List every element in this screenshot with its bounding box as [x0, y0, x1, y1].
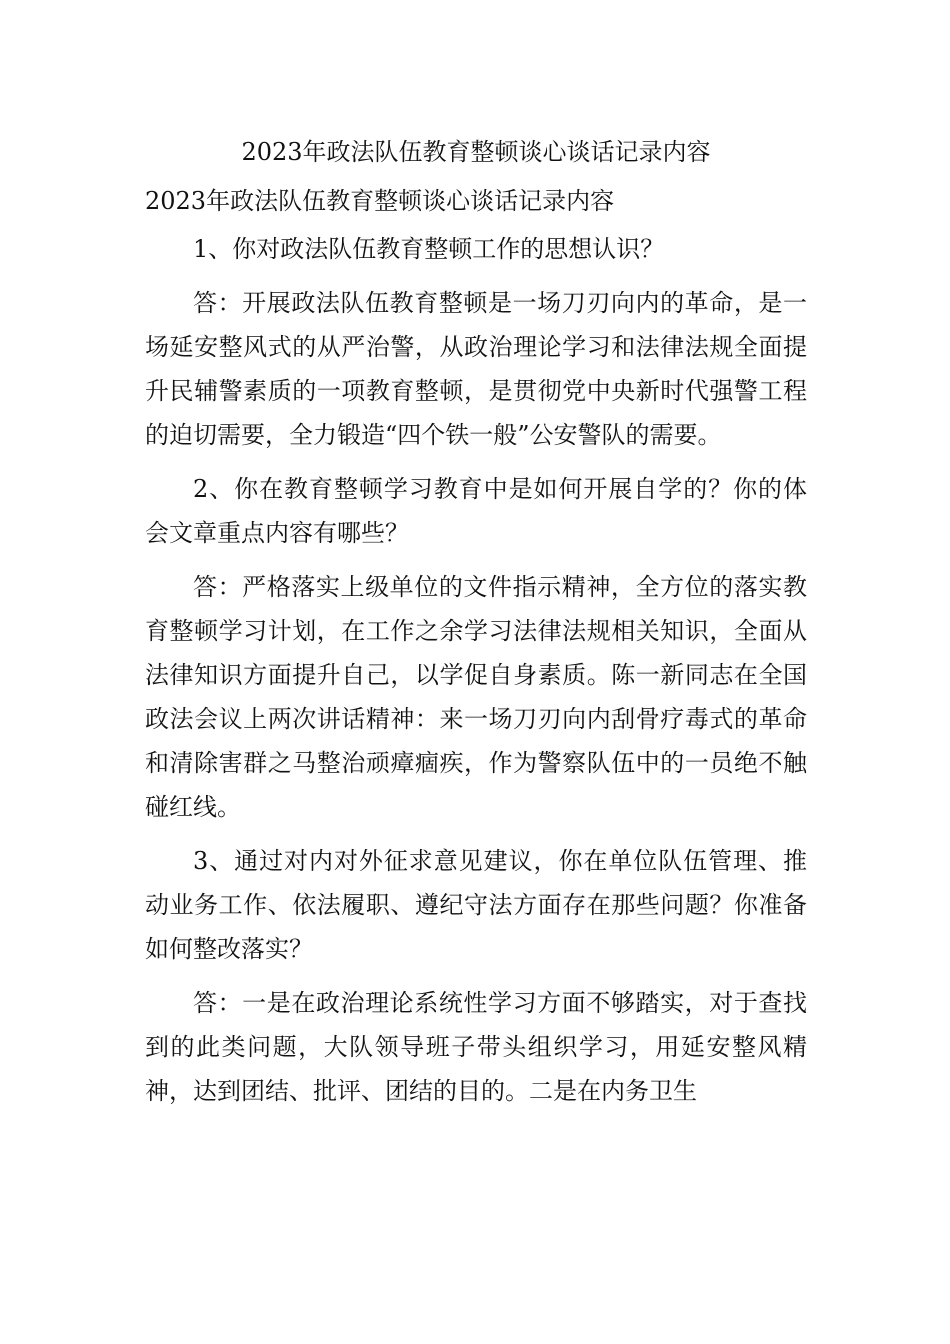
answer-2: 答：严格落实上级单位的文件指示精神，全方位的落实教育整顿学习计划，在工作之余学习法律法规相关知识，全面从法律知识方面提升自己，以学促自身素质。陈一新同志在全国政法会议上两次讲话精神：来一场刀刃向内刮骨疗毒式的革命和清除害群之马整治顽瘴痼疾，作为警察队伍中的一员绝不触碰红线。	[145, 573, 807, 821]
question-2: 2、你在教育整顿学习教育中是如何开展自学的？你的体会文章重点内容有哪些？	[145, 475, 807, 547]
document-subtitle: 2023年政法队伍教育整顿谈心谈话记录内容	[145, 187, 615, 215]
document-body	[145, 181, 807, 1123]
answer-3: 答：一是在政治理论系统性学习方面不够踏实，对于查找到的此类问题，大队领导班子带头组织学习，用延安整风精神，达到团结、批评、团结的目的。二是在内务卫生	[145, 989, 807, 1105]
document-title: 2023年政法队伍教育整顿谈心谈话记录内容	[241, 138, 711, 166]
question-3: 3、通过对内对外征求意见建议，你在单位队伍管理、推动业务工作、依法履职、遵纪守法方面存在那些问题？你准备如何整改落实？	[145, 847, 807, 963]
question-1: 1、你对政法队伍教育整顿工作的思想认识？	[193, 235, 665, 263]
answer-1: 答：开展政法队伍教育整顿是一场刀刃向内的革命，是一场延安整风式的从严治警，从政治理论学习和法律法规全面提升民辅警素质的一项教育整顿，是贯彻党中央新时代强警工程的迫切需要，全力锻造“四个铁一般”公安警队的需要。	[145, 289, 807, 449]
